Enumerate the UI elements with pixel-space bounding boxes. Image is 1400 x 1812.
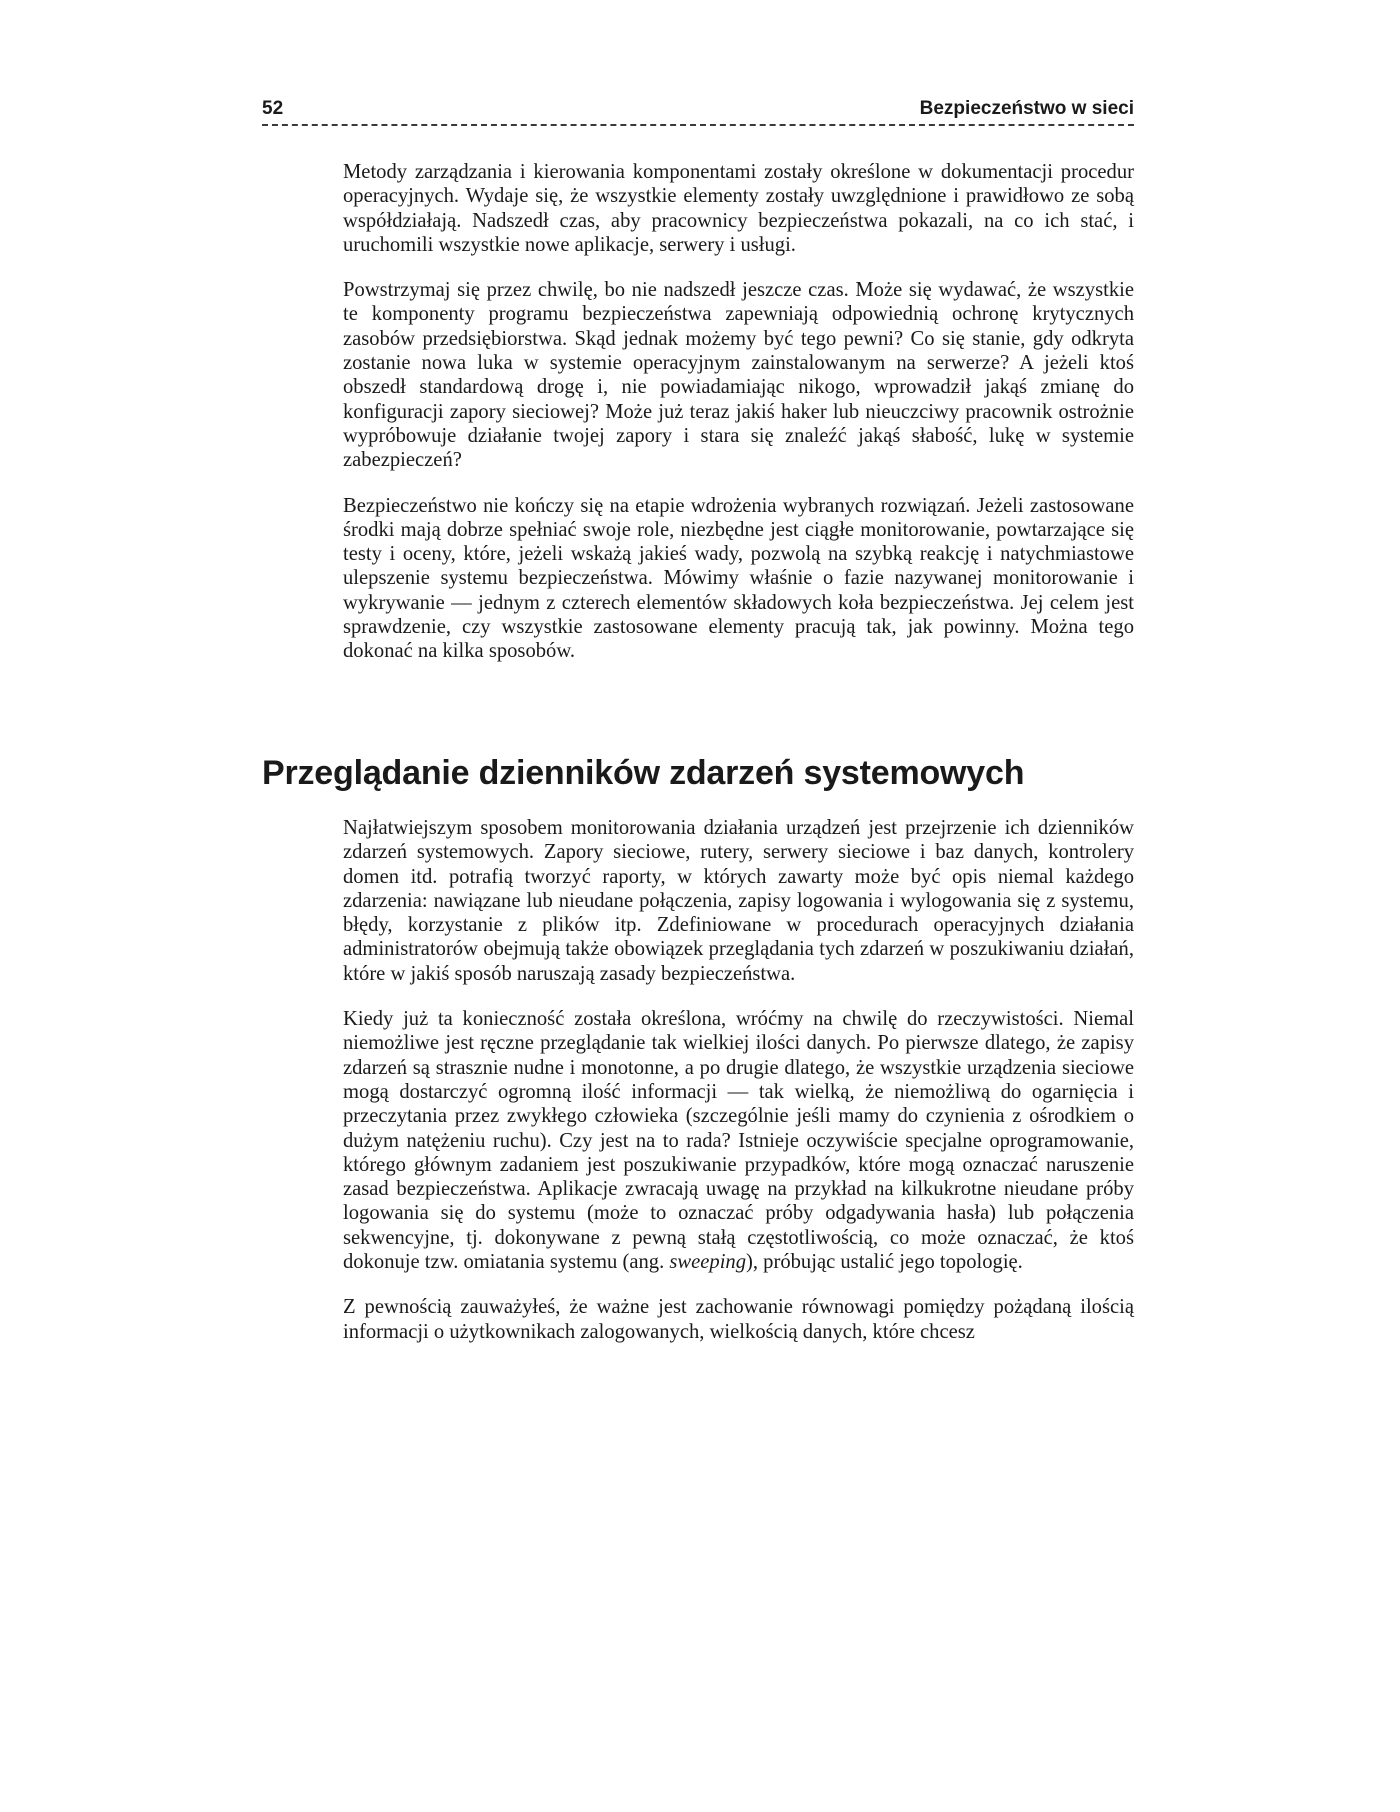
section-1-body — [343, 160, 1134, 685]
paragraph: Metody zarządzania i kierowania komponentami zostały określone w dokumentacji procedur operacyjnych. Wydaje się, że wszystkie elementy zostały uwzględnione i prawidłowo ze sobą współdziałają. Nadszedł czas, aby pracownicy bezpieczeństwa pokazali, na co ich stać, i uruchomili wszystkie nowe aplikacje, serwery i usługi. — [343, 161, 1134, 256]
running-header — [262, 96, 1134, 122]
italic-term: sweeping — [669, 1251, 747, 1274]
paragraph: Najłatwiejszym sposobem monitorowania działania urządzeń jest przejrzenie ich dzienników zdarzeń systemowych. Zapory sieciowe, rutery, serwery sieciowe i baz danych, kontrolery domen itd. potrafią tworzyć raporty, w których zawarty może być opis niemal każdego zdarzenia: nawiązane lub nieudane połączenia, zapisy logowania i wylogowania się z systemu, błędy, korzystanie z plików itp. Zdefiniowane w procedurach operacyjnych działania administratorów obejmują także obowiązek przeglądania tych zdarzeń w poszukiwaniu działań, które w jakiś sposób naruszają zasady bezpieczeństwa. — [343, 817, 1134, 985]
paragraph: Powstrzymaj się przez chwilę, bo nie nadszedł jeszcze czas. Może się wydawać, że wszystkie te komponenty programu bezpieczeństwa zapewniają odpowiednią ochronę krytycznych zasobów przedsiębiorstwa. Skąd jednak możemy być tego pewni? Co się stanie, gdy odkryta zostanie nowa luka w systemie operacyjnym zainstalowanym na serwerze? A jeżeli ktoś obszedł standardową drogę i, nie powiadamiając nikogo, wprowadził jakąś zmianę do konfiguracji zapory sieciowej? Może już teraz jakiś haker lub nieuczciwy pracownik ostrożnie wypróbowuje działanie twojej zapory i stara się znaleźć jakąś słabość, lukę w systemie zabezpieczeń? — [343, 279, 1134, 472]
paragraph-text: Kiedy już ta konieczność została określona, wróćmy na chwilę do rzeczywistości. Niemal niemożliwe jest ręczne przeglądanie tak wielkiej ilości danych. Po pierwsze dlatego, że zapisy zdarzeń są strasznie nudne i monotonne, a po drugie dlatego, że wszystkie urządzenia sieciowe mogą dostarczyć ogromną ilość informacji — tak wielką, że niemożliwą do ogarnięcia i przeczytania przez zwykłego człowieka (szczególnie jeśli mamy do czynienia z ośrodkiem o dużym natężeniu ruchu). Czy jest na to rada? Istnieje oczywiście specjalne oprogramowanie, którego głównym zadaniem jest poszukiwanie przypadków, które mogą oznaczać naruszenie zasad bezpieczeństwa. Aplikacje zwracają uwagę na przykład na kilkukrotne nieudane próby logowania się do systemu (może to oznaczać próby odgadywania hasła) lub połączenia sekwencyjne, tj. dokonywane z pewną stałą częstotliwością, co może oznaczać, że ktoś dokonuje tzw. omiatania systemu (ang. — [343, 1008, 1134, 1274]
paragraph: Z pewnością zauważyłeś, że ważne jest zachowanie równowagi pomiędzy pożądaną ilością informacji o użytkownikach zalogowanych, wielkością danych, które chcesz — [343, 1296, 1134, 1343]
paragraph — [343, 1007, 1134, 1274]
chapter-title: Bezpieczeństwo w sieci — [919, 98, 1134, 119]
paragraph: Bezpieczeństwo nie kończy się na etapie wdrożenia wybranych rozwiązań. Jeżeli zastosowane środki mają dobrze spełniać swoje role, niezbędne jest ciągłe monitorowanie, powtarzające się testy i oceny, które, jeżeli wskażą jakieś wady, pozwolą na szybką reakcję i natychmiastowe ulepszenie systemu bezpieczeństwa. Mówimy właśnie o fazie nazywanej monitorowanie i wykrywanie — jednym z czterech elementów składowych koła bezpieczeństwa. Jej celem jest sprawdzenie, czy wszystkie zastosowane elementy pracują tak, jak powinny. Można tego dokonać na kilka sposobów. — [343, 494, 1134, 663]
header-rule — [262, 124, 1134, 126]
section-heading: Przeglądanie dzienników zdarzeń systemowych — [262, 754, 1025, 792]
paragraph-text: ), próbując ustalić jego topologię. — [746, 1251, 1023, 1274]
page-number: 52 — [262, 98, 284, 119]
section-2-body — [343, 816, 1134, 1365]
